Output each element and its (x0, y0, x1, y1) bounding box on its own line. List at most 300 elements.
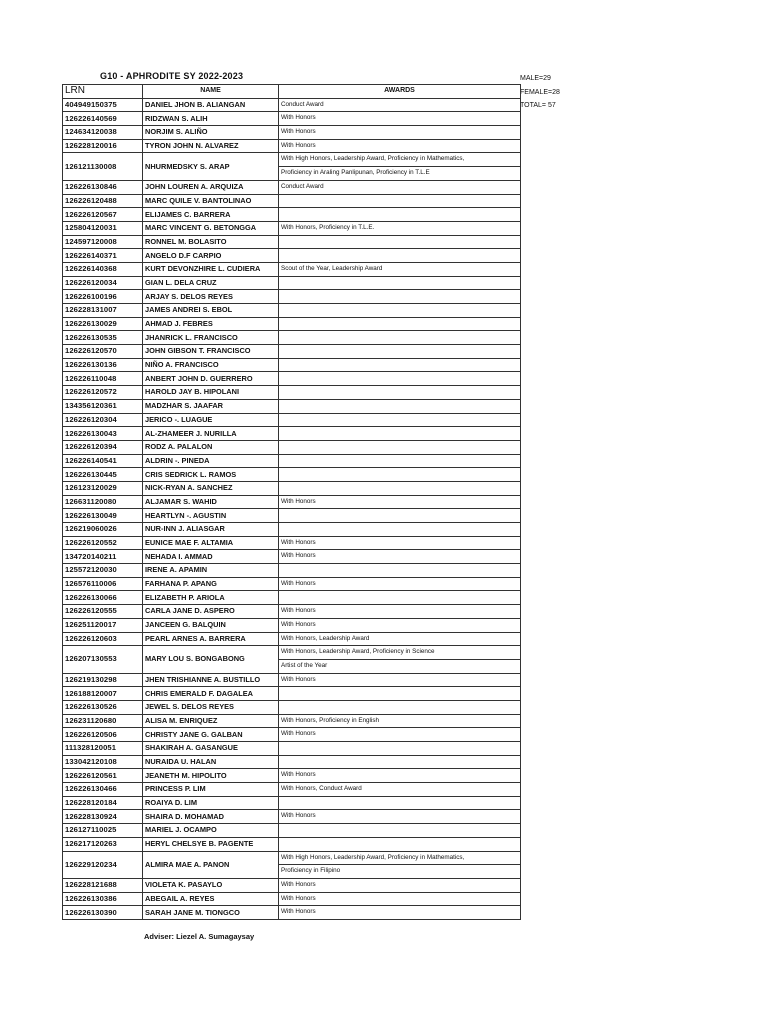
name-cell: KURT DEVONZHIRE L. CUDIERA (143, 262, 279, 276)
table-row (63, 112, 521, 126)
lrn-cell: 126226120603 (63, 632, 143, 646)
table-row (63, 454, 521, 468)
lrn-cell: 126127110025 (63, 824, 143, 838)
lrn-cell: 126207130553 (63, 646, 143, 673)
award-text (279, 318, 520, 331)
name-cell: AL-ZHAMEER J. NURILLA (143, 427, 279, 441)
document-title: G10 - APHRODITE SY 2022-2023 (100, 71, 244, 81)
award-text (279, 838, 520, 851)
lrn-cell: 126226140569 (63, 112, 143, 126)
roster-body (63, 98, 521, 919)
table-header-row (63, 85, 521, 99)
lrn-cell: 126228130924 (63, 810, 143, 824)
award-text (279, 277, 520, 290)
table-row (63, 783, 521, 797)
award-text: Proficiency in Araling Panlipunan, Proficiency in T.L.E (279, 166, 520, 180)
awards-cell (279, 755, 521, 769)
lrn-cell: 126226120567 (63, 208, 143, 222)
table-row (63, 249, 521, 263)
lrn-cell: 126226140368 (63, 262, 143, 276)
lrn-cell: 126226120488 (63, 194, 143, 208)
name-cell: EUNICE MAE F. ALTAMIA (143, 536, 279, 550)
table-row (63, 837, 521, 851)
awards-cell (279, 427, 521, 441)
female-count: FEMALE=28 (520, 88, 560, 96)
lrn-cell: 126226120304 (63, 413, 143, 427)
award-text: With Honors (281, 141, 316, 149)
awards-cell (279, 98, 521, 112)
awards-cell (279, 317, 521, 331)
name-cell: RONNEL M. BOLASITO (143, 235, 279, 249)
name-cell: MADZHAR S. JAAFAR (143, 399, 279, 413)
name-cell: ALDRIN -. PINEDA (143, 454, 279, 468)
student-roster-table (62, 84, 521, 920)
lrn-cell: 125804120031 (63, 221, 143, 235)
table-row (63, 673, 521, 687)
awards-cell (279, 523, 521, 537)
lrn-cell: 126226130526 (63, 700, 143, 714)
award-text: With Honors (281, 812, 316, 820)
awards-cell (279, 714, 521, 728)
award-text: With High Honors, Leadership Award, Proficiency in Mathematics, (281, 155, 465, 163)
table-row (63, 646, 521, 673)
table-row (63, 180, 521, 194)
lrn-cell: 126219130298 (63, 673, 143, 687)
name-cell: JAMES ANDREI S. EBOL (143, 304, 279, 318)
award-text: With Honors, Leadership Award, Proficiency in Science (281, 648, 435, 656)
table-row (63, 618, 521, 632)
lrn-cell: 126631120080 (63, 495, 143, 509)
lrn-cell: 126228120184 (63, 796, 143, 810)
award-text (279, 742, 520, 755)
lrn-cell: 126228120016 (63, 139, 143, 153)
lrn-cell: 126226130535 (63, 331, 143, 345)
table-row (63, 591, 521, 605)
name-cell: PRINCESS P. LIM (143, 783, 279, 797)
table-row (63, 372, 521, 386)
awards-cell (279, 468, 521, 482)
name-cell: FARHANA P. APANG (143, 577, 279, 591)
award-text: With Honors (281, 114, 316, 122)
awards-cell (279, 878, 521, 892)
lrn-cell: 126576110006 (63, 577, 143, 591)
name-cell: ALMIRA MAE A. PANON (143, 851, 279, 878)
table-row (63, 892, 521, 906)
awards-cell (279, 249, 521, 263)
award-text (279, 345, 520, 358)
name-cell: NICK-RYAN A. SANCHEZ (143, 481, 279, 495)
table-row (63, 824, 521, 838)
name-cell: MARC QUILE V. BANTOLINAO (143, 194, 279, 208)
lrn-cell: 126219060026 (63, 523, 143, 537)
award-text: With Honors, Proficiency in English (281, 716, 379, 724)
awards-cell (279, 221, 521, 235)
adviser-name: Adviser: Liezel A. Sumagaysay (144, 932, 255, 941)
table-row (63, 235, 521, 249)
award-text (279, 331, 520, 344)
lrn-cell: 126228121688 (63, 878, 143, 892)
award-text (279, 290, 520, 303)
name-cell: IRENE A. APAMIN (143, 564, 279, 578)
lrn-cell: 126226140371 (63, 249, 143, 263)
awards-cell (279, 276, 521, 290)
table-row (63, 687, 521, 701)
table-row (63, 605, 521, 619)
lrn-cell: 124597120008 (63, 235, 143, 249)
lrn-cell: 126226120394 (63, 440, 143, 454)
name-cell: JEWEL S. DELOS REYES (143, 700, 279, 714)
awards-cell (279, 742, 521, 756)
awards-cell (279, 591, 521, 605)
name-cell: HAROLD JAY B. HIPOLANI (143, 386, 279, 400)
lrn-cell: 126251120017 (63, 618, 143, 632)
name-cell: HERYL CHELSYE B. PAGENTE (143, 837, 279, 851)
name-cell: CHRISTY JANE G. GALBAN (143, 728, 279, 742)
award-text: With Honors (281, 607, 316, 615)
awards-cell (279, 810, 521, 824)
name-cell: NURAIDA U. HALAN (143, 755, 279, 769)
table-row (63, 742, 521, 756)
name-cell: RODZ A. PALALON (143, 440, 279, 454)
awards-header: AWARDS (279, 85, 521, 99)
award-text (279, 797, 520, 810)
name-cell: CHRIS EMERALD F. DAGALEA (143, 687, 279, 701)
award-text (279, 564, 520, 577)
total-count: TOTAL= 57 (520, 102, 556, 109)
awards-cell (279, 331, 521, 345)
table-row (63, 878, 521, 892)
table-row (63, 509, 521, 523)
name-cell: AHMAD J. FEBRES (143, 317, 279, 331)
awards-cell (279, 262, 521, 276)
name-cell: SHAKIRAH A. GASANGUE (143, 742, 279, 756)
awards-cell (279, 618, 521, 632)
table-row (63, 358, 521, 372)
table-row (63, 495, 521, 509)
lrn-cell: 126226130386 (63, 892, 143, 906)
table-row (63, 700, 521, 714)
lrn-cell: 126226120034 (63, 276, 143, 290)
table-row (63, 632, 521, 646)
award-text (279, 249, 520, 262)
name-cell: ALJAMAR S. WAHID (143, 495, 279, 509)
table-row (63, 564, 521, 578)
award-text (279, 236, 520, 249)
awards-cell (279, 700, 521, 714)
award-text: With Honors (281, 675, 316, 683)
lrn-cell: 126226120570 (63, 345, 143, 359)
name-cell: NEHADA I. AMMAD (143, 550, 279, 564)
award-text (279, 208, 520, 221)
name-cell: ARJAY S. DELOS REYES (143, 290, 279, 304)
table-row (63, 577, 521, 591)
lrn-cell: 126226100196 (63, 290, 143, 304)
award-text (279, 372, 520, 385)
lrn-cell: 126226130136 (63, 358, 143, 372)
table-row (63, 728, 521, 742)
lrn-cell: 126229120234 (63, 851, 143, 878)
name-cell: JHEN TRISHIANNE A. BUSTILLO (143, 673, 279, 687)
award-text (279, 304, 520, 317)
awards-cell (279, 687, 521, 701)
awards-cell (279, 550, 521, 564)
name-cell: MARIEL J. OCAMPO (143, 824, 279, 838)
award-text (279, 386, 520, 399)
name-cell: JHANRICK L. FRANCISCO (143, 331, 279, 345)
lrn-cell: 126188120007 (63, 687, 143, 701)
table-row (63, 153, 521, 180)
table-row (63, 208, 521, 222)
table-row (63, 139, 521, 153)
award-text (279, 441, 520, 454)
awards-cell (279, 139, 521, 153)
lrn-cell: 126226120552 (63, 536, 143, 550)
name-cell: SARAH JANE M. TIONGCO (143, 906, 279, 920)
award-text (279, 427, 520, 440)
lrn-cell: 126228131007 (63, 304, 143, 318)
awards-cell (279, 646, 521, 673)
award-text (279, 687, 520, 700)
table-row (63, 386, 521, 400)
awards-cell (279, 304, 521, 318)
name-cell: CRIS SEDRICK L. RAMOS (143, 468, 279, 482)
awards-cell (279, 454, 521, 468)
table-row (63, 523, 521, 537)
awards-cell (279, 399, 521, 413)
table-row (63, 413, 521, 427)
award-text: With Honors, Proficiency in T.L.E. (281, 223, 375, 231)
lrn-cell: 126226130043 (63, 427, 143, 441)
awards-cell (279, 564, 521, 578)
lrn-cell: 126226140541 (63, 454, 143, 468)
lrn-cell: 404949150375 (63, 98, 143, 112)
awards-cell (279, 126, 521, 140)
lrn-cell: 126226130445 (63, 468, 143, 482)
table-row (63, 468, 521, 482)
award-text (279, 414, 520, 427)
award-text (279, 509, 520, 522)
name-cell: ANGELO D.F CARPIO (143, 249, 279, 263)
table-row (63, 906, 521, 920)
name-cell: NUR-INN J. ALIASGAR (143, 523, 279, 537)
name-cell: NHURMEDSKY S. ARAP (143, 153, 279, 180)
name-cell: ROAIYA D. LIM (143, 796, 279, 810)
name-cell: MARC VINCENT G. BETONGGA (143, 221, 279, 235)
awards-cell (279, 372, 521, 386)
table-row (63, 304, 521, 318)
lrn-cell: 134356120361 (63, 399, 143, 413)
lrn-cell: 111328120051 (63, 742, 143, 756)
table-row (63, 194, 521, 208)
name-header: NAME (143, 85, 279, 99)
name-cell: JERICO -. LUAGUE (143, 413, 279, 427)
awards-cell (279, 386, 521, 400)
awards-cell (279, 481, 521, 495)
table-row (63, 345, 521, 359)
name-cell: RIDZWAN S. ALIH (143, 112, 279, 126)
name-cell: ALISA M. ENRIQUEZ (143, 714, 279, 728)
name-cell: ELIJAMES C. BARRERA (143, 208, 279, 222)
awards-cell (279, 769, 521, 783)
table-row (63, 126, 521, 140)
name-cell: ANBERT JOHN D. GUERRERO (143, 372, 279, 386)
name-cell: DANIEL JHON B. ALIANGAN (143, 98, 279, 112)
table-row (63, 221, 521, 235)
lrn-cell: 126226120561 (63, 769, 143, 783)
awards-cell (279, 413, 521, 427)
lrn-cell: 125572120030 (63, 564, 143, 578)
awards-cell (279, 824, 521, 838)
lrn-cell: 126226130049 (63, 509, 143, 523)
award-text: With Honors, Conduct Award (281, 785, 362, 793)
award-text: With Honors (281, 880, 316, 888)
name-cell: JOHN LOUREN A. ARQUIZA (143, 180, 279, 194)
name-cell: VIOLETA K. PASAYLO (143, 878, 279, 892)
award-text: With Honors (281, 579, 316, 587)
name-cell: TYRON JOHN N. ALVAREZ (143, 139, 279, 153)
table-row (63, 98, 521, 112)
lrn-cell: 126226130390 (63, 906, 143, 920)
table-row (63, 550, 521, 564)
awards-cell (279, 235, 521, 249)
award-text (279, 359, 520, 372)
award-text (279, 824, 520, 837)
table-row (63, 481, 521, 495)
table-row (63, 331, 521, 345)
lrn-cell: 126226130846 (63, 180, 143, 194)
lrn-cell: 126226120506 (63, 728, 143, 742)
awards-cell (279, 892, 521, 906)
table-row (63, 714, 521, 728)
lrn-cell: 126226130029 (63, 317, 143, 331)
table-row (63, 755, 521, 769)
award-text: Proficiency in Filipino (279, 864, 520, 878)
table-row (63, 290, 521, 304)
table-row (63, 262, 521, 276)
awards-cell (279, 112, 521, 126)
lrn-header: LRN (63, 85, 143, 99)
lrn-cell: 126121130008 (63, 153, 143, 180)
table-row (63, 399, 521, 413)
lrn-cell: 134720140211 (63, 550, 143, 564)
awards-cell (279, 290, 521, 304)
table-row (63, 769, 521, 783)
name-cell: NORJIM S. ALIÑO (143, 126, 279, 140)
awards-cell (279, 536, 521, 550)
awards-cell (279, 153, 521, 180)
lrn-cell: 126123120029 (63, 481, 143, 495)
name-cell: SHAIRA D. MOHAMAD (143, 810, 279, 824)
award-text (279, 468, 520, 481)
award-text: With Honors (281, 894, 316, 902)
award-text: With Honors (281, 908, 316, 916)
award-text: With Honors (281, 730, 316, 738)
award-text (279, 756, 520, 769)
award-text (279, 400, 520, 413)
awards-cell (279, 837, 521, 851)
name-cell: GIAN L. DELA CRUZ (143, 276, 279, 290)
award-text: Conduct Award (281, 182, 324, 190)
lrn-cell: 124634120038 (63, 126, 143, 140)
awards-cell (279, 180, 521, 194)
award-text: With Honors (281, 497, 316, 505)
award-text (279, 523, 520, 536)
name-cell: MARY LOU S. BONGABONG (143, 646, 279, 673)
awards-cell (279, 728, 521, 742)
award-text: With Honors (281, 538, 316, 546)
award-text (279, 482, 520, 495)
award-text: With Honors, Leadership Award (281, 634, 370, 642)
name-cell: ELIZABETH P. ARIOLA (143, 591, 279, 605)
lrn-cell: 126226130066 (63, 591, 143, 605)
award-text: With Honors (281, 128, 316, 136)
enrollment-stats (520, 72, 560, 113)
name-cell: CARLA JANE D. ASPERO (143, 605, 279, 619)
name-cell: JEANETH M. HIPOLITO (143, 769, 279, 783)
award-text (279, 591, 520, 604)
name-cell: HEARTLYN -. AGUSTIN (143, 509, 279, 523)
award-text (279, 455, 520, 468)
awards-cell (279, 495, 521, 509)
awards-cell (279, 673, 521, 687)
table-row (63, 427, 521, 441)
lrn-cell: 126226120555 (63, 605, 143, 619)
awards-cell (279, 783, 521, 797)
awards-cell (279, 605, 521, 619)
table-row (63, 440, 521, 454)
table-row (63, 276, 521, 290)
lrn-cell: 126226130466 (63, 783, 143, 797)
award-text: With Honors (281, 620, 316, 628)
award-text: Conduct Award (281, 100, 324, 108)
awards-cell (279, 796, 521, 810)
lrn-cell: 133042120108 (63, 755, 143, 769)
name-cell: JANCEEN G. BALQUIN (143, 618, 279, 632)
awards-cell (279, 577, 521, 591)
awards-cell (279, 440, 521, 454)
award-text: Scout of the Year, Leadership Award (281, 264, 383, 272)
award-text (279, 195, 520, 208)
table-row (63, 810, 521, 824)
award-text: With Honors (281, 771, 316, 779)
award-text: Artist of the Year (279, 659, 520, 673)
table-row (63, 851, 521, 878)
name-cell: ABEGAIL A. REYES (143, 892, 279, 906)
lrn-cell: 126217120263 (63, 837, 143, 851)
awards-cell (279, 509, 521, 523)
name-cell: JOHN GIBSON T. FRANCISCO (143, 345, 279, 359)
award-text (279, 701, 520, 714)
awards-cell (279, 632, 521, 646)
awards-cell (279, 194, 521, 208)
table-row (63, 317, 521, 331)
name-cell: PEARL ARNES A. BARRERA (143, 632, 279, 646)
lrn-cell: 126231120680 (63, 714, 143, 728)
name-cell: NIÑO A. FRANCISCO (143, 358, 279, 372)
award-text: With High Honors, Leadership Award, Proficiency in Mathematics, (281, 853, 465, 861)
awards-cell (279, 208, 521, 222)
table-row (63, 796, 521, 810)
awards-cell (279, 851, 521, 878)
lrn-cell: 126226120572 (63, 386, 143, 400)
awards-cell (279, 345, 521, 359)
awards-cell (279, 906, 521, 920)
male-count: MALE=29 (520, 75, 551, 82)
table-row (63, 536, 521, 550)
awards-cell (279, 358, 521, 372)
lrn-cell: 126226110048 (63, 372, 143, 386)
award-text: With Honors (281, 552, 316, 560)
